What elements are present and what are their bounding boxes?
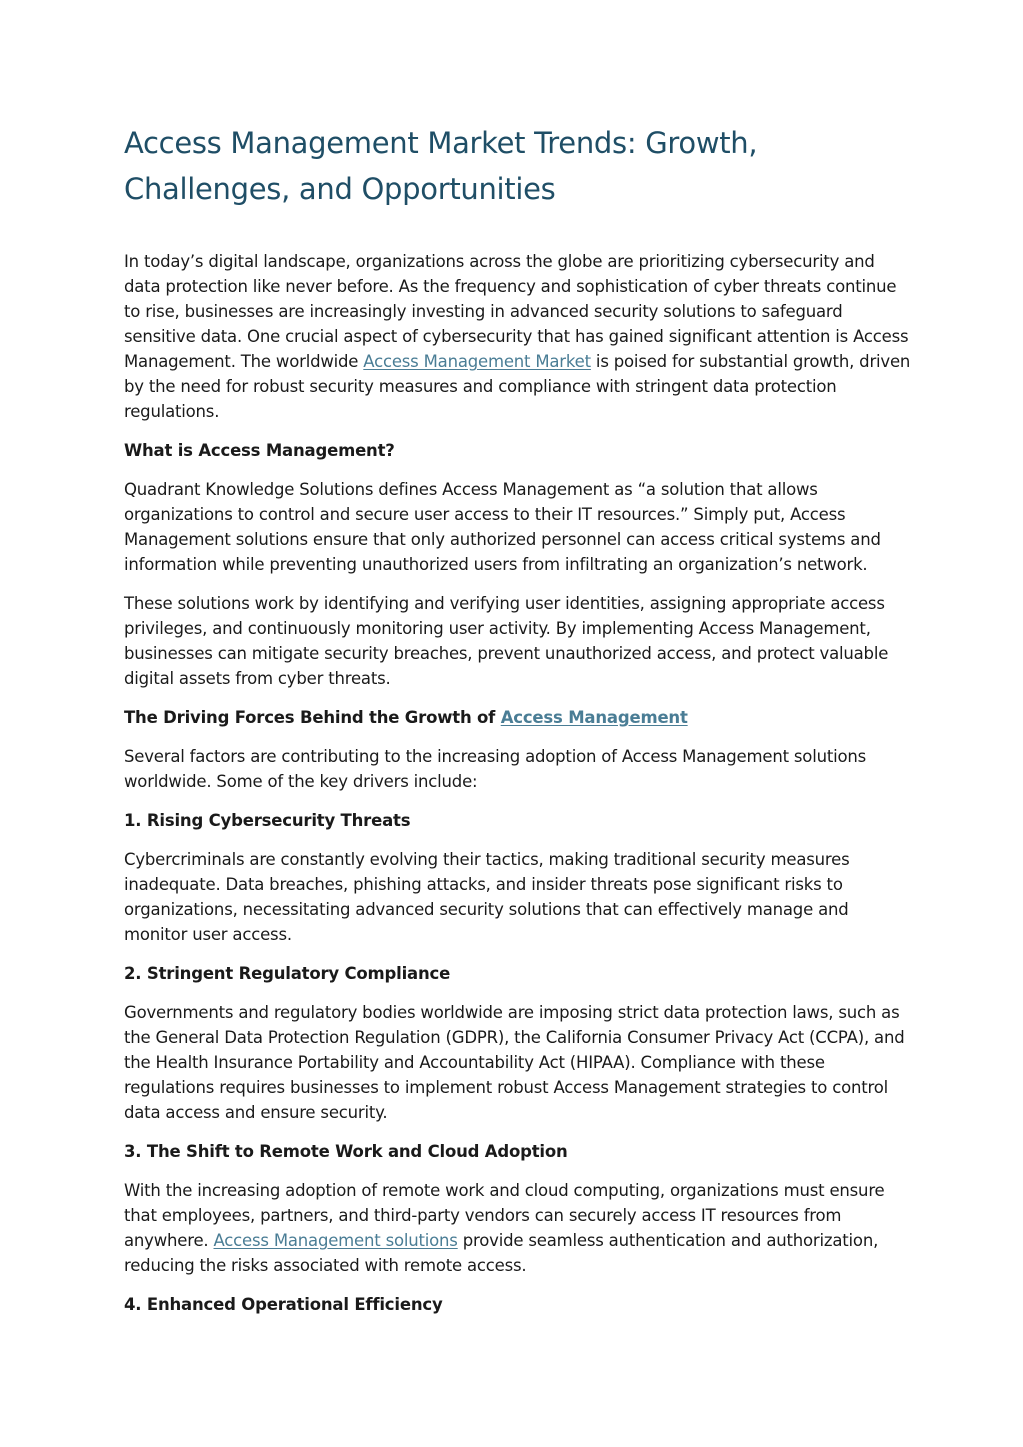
remote-work-text-before-link: With the increasing adoption of remote work and cloud computing, organizations must ensure that employees, partners, and third-party vendors can securely access IT resources from anywhere. (124, 1181, 885, 1250)
document-page (124, 120, 914, 1317)
what-is-paragraph-1: Quadrant Knowledge Solutions defines Access Management as “a solution that allows organizations to control and secure user access to their IT resources.” Simply put, Access Management solutions ensure that only authorized personnel can access critical systems and information while preventing unauthorized users from infiltrating an organization’s network. (124, 480, 881, 574)
remote-work-text-after-link: provide seamless authentication and authorization, reducing the risks associated with remote access. (124, 1231, 879, 1275)
intro-text-before-link: In today’s digital landscape, organizations across the globe are prioritizing cybersecurity and data protection like never before. As the frequency and sophistication of cyber threats continue to rise, businesses are increasingly investing in advanced security solutions to safeguard sensitive data. One crucial aspect of cybersecurity that has gained significant attention is Access Management. The worldwide (124, 252, 909, 371)
section-heading-cybersecurity-threats: 1. Rising Cybersecurity Threats (124, 811, 411, 830)
intro-paragraph (124, 249, 914, 424)
access-management-heading-link[interactable]: Access Management (500, 708, 688, 727)
intro-text-after-link: is poised for substantial growth, driven by the need for robust security measures and compliance with stringent data protection regulations. (124, 352, 911, 421)
section-heading-operational-efficiency: 4. Enhanced Operational Efficiency (124, 1295, 443, 1314)
access-management-market-link[interactable]: Access Management Market (363, 352, 591, 371)
section-heading-remote-work: 3. The Shift to Remote Work and Cloud Adoption (124, 1142, 568, 1161)
what-is-paragraph-2: These solutions work by identifying and verifying user identities, assigning appropriate access privileges, and continuously monitoring user activity. By implementing Access Management, businesses can mitigate security breaches, prevent unauthorized access, and protect valuable digital assets from cyber threats. (124, 594, 889, 688)
remote-work-paragraph (124, 1178, 914, 1278)
access-management-solutions-link[interactable]: Access Management solutions (213, 1231, 458, 1250)
driving-heading-prefix: The Driving Forces Behind the Growth of (124, 708, 501, 727)
document-title: Access Management Market Trends: Growth, Challenges, and Opportunities (124, 126, 758, 206)
cybersecurity-threats-paragraph: Cybercriminals are constantly evolving their tactics, making traditional security measures inadequate. Data breaches, phishing attacks, and insider threats pose significant risks to organizations, necessitating advanced security solutions that can effectively manage and monitor user access. (124, 850, 850, 944)
section-heading-driving-forces (124, 705, 914, 730)
section-heading-what-is: What is Access Management? (124, 441, 395, 460)
driving-forces-paragraph: Several factors are contributing to the increasing adoption of Access Management solutions worldwide. Some of the key drivers include: (124, 747, 867, 791)
regulatory-compliance-paragraph: Governments and regulatory bodies worldwide are imposing strict data protection laws, such as the General Data Protection Regulation (GDPR), the California Consumer Privacy Act (CCPA), and the Health Insurance Portability and Accountability Act (HIPAA). Compliance with these regulations requires businesses to implement robust Access Management strategies to control data access and ensure security. (124, 1003, 905, 1122)
section-heading-regulatory-compliance: 2. Stringent Regulatory Compliance (124, 964, 451, 983)
